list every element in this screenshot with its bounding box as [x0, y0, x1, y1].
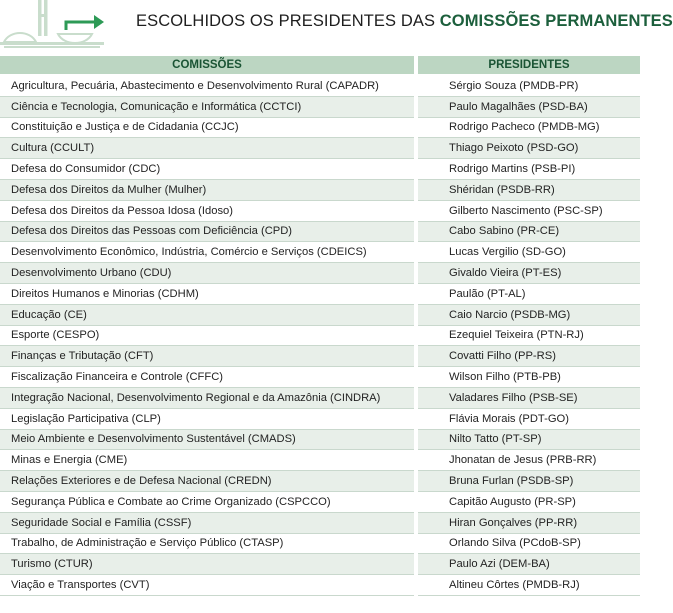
president-cell: Valadares Filho (PSB-SE) — [418, 388, 640, 409]
commission-cell: Ciência e Tecnologia, Comunicação e Informática (CCTCI) — [0, 97, 414, 118]
table-row — [0, 222, 640, 243]
table-row — [0, 554, 640, 575]
table-row — [0, 201, 640, 222]
table-row — [0, 513, 640, 534]
president-cell: Wilson Filho (PTB-PB) — [418, 367, 640, 388]
president-cell: Flávia Morais (PDT-GO) — [418, 409, 640, 430]
column-header-presidents: PRESIDENTES — [418, 56, 640, 74]
commission-cell: Minas e Energia (CME) — [0, 450, 414, 471]
president-cell: Bruna Furlan (PSDB-SP) — [418, 471, 640, 492]
table-row — [0, 367, 640, 388]
commission-cell: Relações Exteriores e de Defesa Nacional (CREDN) — [0, 471, 414, 492]
president-cell: Gilberto Nascimento (PSC-SP) — [418, 201, 640, 222]
table-row — [0, 471, 640, 492]
commission-cell: Viação e Transportes (CVT) — [0, 575, 414, 596]
commission-cell: Turismo (CTUR) — [0, 554, 414, 575]
table-row — [0, 450, 640, 471]
president-cell: Thiago Peixoto (PSD-GO) — [418, 138, 640, 159]
commission-cell: Meio Ambiente e Desenvolvimento Sustentável (CMADS) — [0, 430, 414, 451]
table-row — [0, 305, 640, 326]
commission-cell: Finanças e Tributação (CFT) — [0, 346, 414, 367]
table-row — [0, 263, 640, 284]
table-row — [0, 409, 640, 430]
president-cell: Orlando Silva (PCdoB-SP) — [418, 534, 640, 555]
congress-building-arrow-icon — [0, 0, 112, 52]
title-bold: COMISSÕES PERMANENTES — [439, 12, 673, 30]
table-row — [0, 534, 640, 555]
commission-cell: Esporte (CESPO) — [0, 326, 414, 347]
president-cell: Hiran Gonçalves (PP-RR) — [418, 513, 640, 534]
commission-cell: Cultura (CCULT) — [0, 138, 414, 159]
table-row — [0, 97, 640, 118]
president-cell: Paulo Azi (DEM-BA) — [418, 554, 640, 575]
president-cell: Givaldo Vieira (PT-ES) — [418, 263, 640, 284]
commission-cell: Defesa do Consumidor (CDC) — [0, 159, 414, 180]
table-row — [0, 388, 640, 409]
commission-cell: Defesa dos Direitos da Pessoa Idosa (Idoso) — [0, 201, 414, 222]
table-row — [0, 326, 640, 347]
president-cell: Ezequiel Teixeira (PTN-RJ) — [418, 326, 640, 347]
table-row — [0, 159, 640, 180]
commissions-table — [0, 56, 640, 596]
title-regular: ESCOLHIDOS OS PRESIDENTES DAS — [136, 12, 436, 30]
table-row — [0, 492, 640, 513]
column-header-commissions: COMISSÕES — [0, 56, 414, 74]
commission-cell: Seguridade Social e Família (CSSF) — [0, 513, 414, 534]
president-cell: Paulo Magalhães (PSD-BA) — [418, 97, 640, 118]
table-row — [0, 575, 640, 596]
president-cell: Jhonatan de Jesus (PRB-RR) — [418, 450, 640, 471]
table-row — [0, 118, 640, 139]
president-cell: Shéridan (PSDB-RR) — [418, 180, 640, 201]
president-cell: Capitão Augusto (PR-SP) — [418, 492, 640, 513]
commission-cell: Legislação Participativa (CLP) — [0, 409, 414, 430]
table-row — [0, 430, 640, 451]
commission-cell: Defesa dos Direitos da Mulher (Mulher) — [0, 180, 414, 201]
president-cell: Sérgio Souza (PMDB-PR) — [418, 76, 640, 97]
table-row — [0, 138, 640, 159]
commission-cell: Trabalho, de Administração e Serviço Público (CTASP) — [0, 534, 414, 555]
commission-cell: Fiscalização Financeira e Controle (CFFC) — [0, 367, 414, 388]
table-body — [0, 76, 640, 596]
commission-cell: Agricultura, Pecuária, Abastecimento e Desenvolvimento Rural (CAPADR) — [0, 76, 414, 97]
table-row — [0, 180, 640, 201]
commission-cell: Educação (CE) — [0, 305, 414, 326]
table-row — [0, 284, 640, 305]
president-cell: Paulão (PT-AL) — [418, 284, 640, 305]
commission-cell: Desenvolvimento Urbano (CDU) — [0, 263, 414, 284]
president-cell: Cabo Sabino (PR-CE) — [418, 222, 640, 243]
commission-cell: Segurança Pública e Combate ao Crime Organizado (CSPCCO) — [0, 492, 414, 513]
president-cell: Lucas Vergilio (SD-GO) — [418, 242, 640, 263]
president-cell: Rodrigo Pacheco (PMDB-MG) — [418, 118, 640, 139]
president-cell: Nilto Tatto (PT-SP) — [418, 430, 640, 451]
commission-cell: Defesa dos Direitos das Pessoas com Deficiência (CPD) — [0, 222, 414, 243]
president-cell: Covatti Filho (PP-RS) — [418, 346, 640, 367]
commission-cell: Constituição e Justiça e de Cidadania (CCJC) — [0, 118, 414, 139]
commission-cell: Integração Nacional, Desenvolvimento Regional e da Amazônia (CINDRA) — [0, 388, 414, 409]
table-row — [0, 242, 640, 263]
president-cell: Altineu Côrtes (PMDB-RJ) — [418, 575, 640, 596]
commission-cell: Desenvolvimento Econômico, Indústria, Comércio e Serviços (CDEICS) — [0, 242, 414, 263]
table-row — [0, 346, 640, 367]
commission-cell: Direitos Humanos e Minorias (CDHM) — [0, 284, 414, 305]
table-row — [0, 76, 640, 97]
president-cell: Rodrigo Martins (PSB-PI) — [418, 159, 640, 180]
president-cell: Caio Narcio (PSDB-MG) — [418, 305, 640, 326]
table-header — [0, 56, 640, 74]
page-title — [136, 12, 673, 31]
